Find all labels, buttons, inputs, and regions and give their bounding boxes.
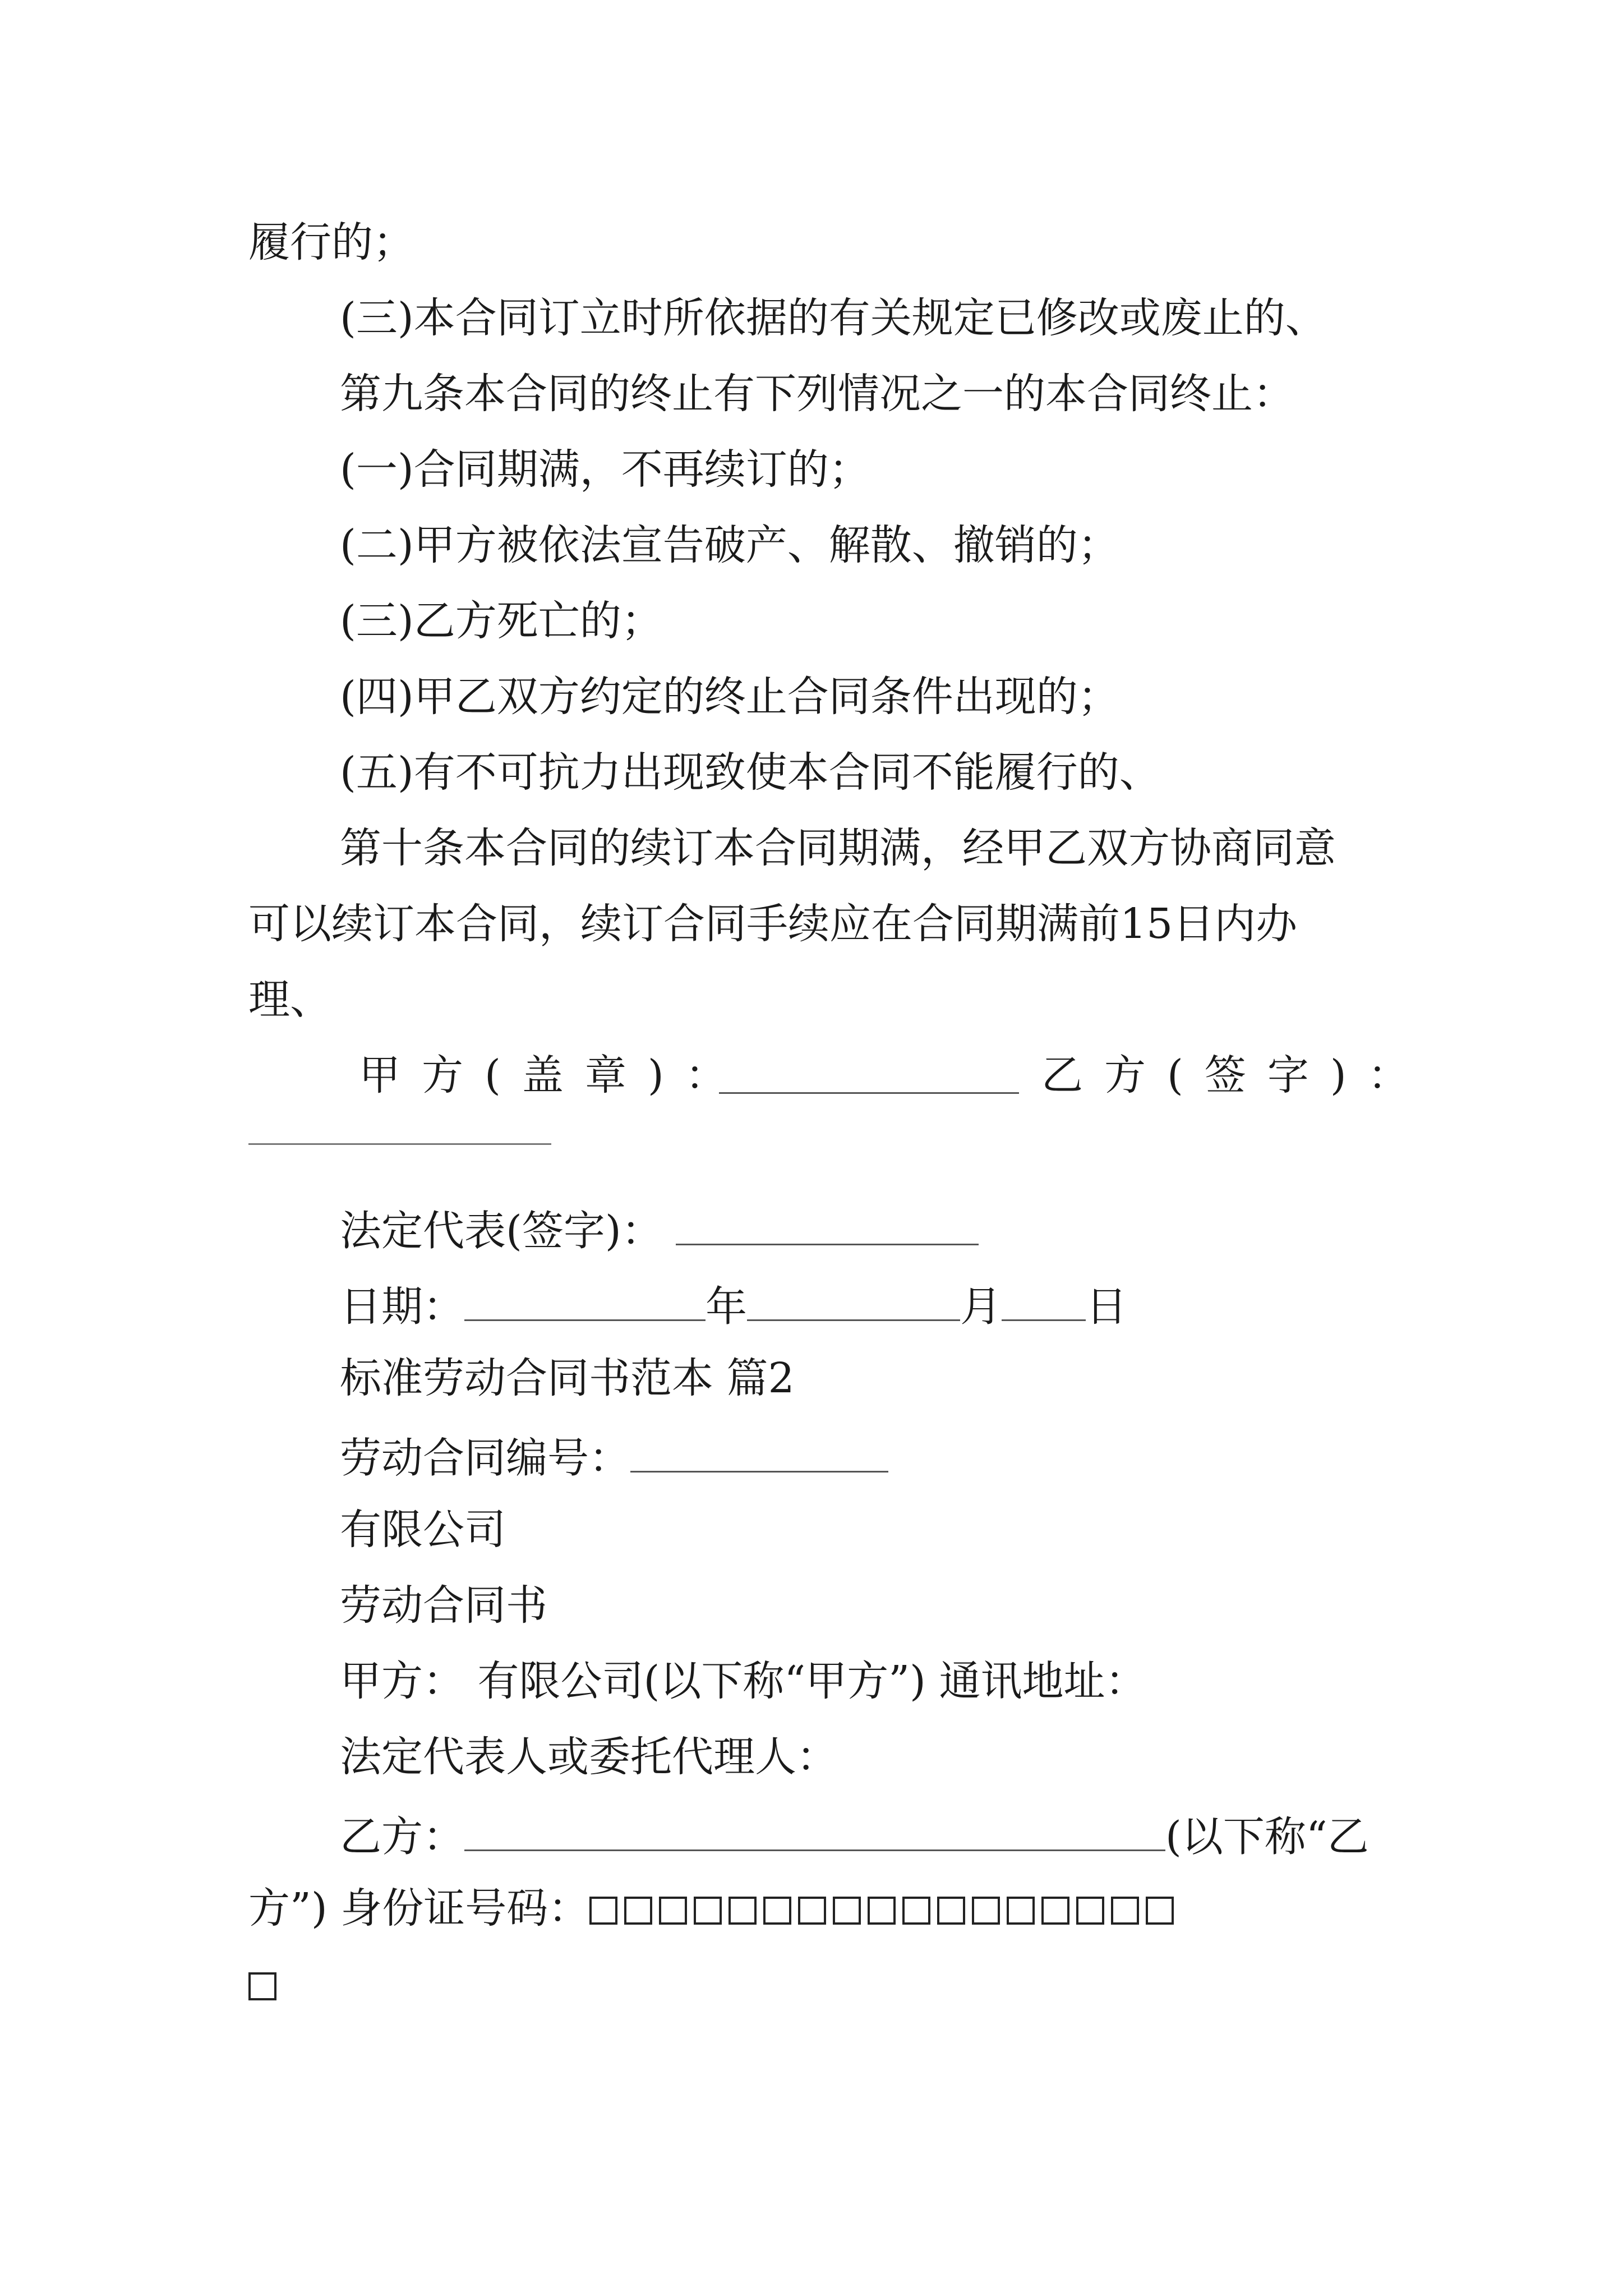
id-digit-box[interactable] [248,1972,276,2000]
party-a-line: 甲方： 有限公司(以下称“甲方”) 通讯地址： [340,1657,1147,1705]
day-blank[interactable] [1002,1282,1086,1321]
company-name: 有限公司 [340,1506,506,1554]
party-b-sign-text: 乙方(签字)： [1041,1051,1431,1099]
contract-number-line [340,1433,888,1483]
text-line: 理、 [248,976,331,1024]
text-line: (二)甲方被依法宣告破产、解散、撤销的； [340,521,1119,569]
id-digit-box[interactable] [972,1897,1000,1925]
id-digit-box[interactable] [868,1897,896,1925]
text-line: 第九条本合同的终止有下列情况之一的本合同终止： [340,370,1294,418]
party-b-suffix: (以下称“乙 [1165,1812,1369,1861]
year-blank[interactable] [464,1282,706,1321]
id-number-line-cont [248,1963,283,2005]
id-digit-box[interactable] [589,1897,617,1925]
blank-line [719,1055,1019,1094]
legal-rep-label: 法定代表(签字)： [340,1207,663,1255]
text-line: (一)合同期满，不再续订的； [340,445,870,494]
party-b-sign-label [1041,1051,1431,1099]
text-line: (四)甲乙双方约定的终止合同条件出现的； [340,673,1119,721]
id-digit-box[interactable] [833,1897,861,1925]
document-title: 劳动合同书 [340,1581,547,1630]
date-line [340,1282,1127,1331]
id-digit-box[interactable] [1007,1897,1035,1925]
contract-number-label: 劳动合同编号： [340,1434,630,1483]
legal-rep-blank[interactable] [676,1206,979,1245]
id-number-label: 方”) 身份证号码： [248,1884,590,1932]
party-b-label: 乙方： [340,1812,464,1861]
id-digit-box[interactable] [1111,1897,1139,1925]
month-blank[interactable] [747,1282,960,1321]
party-a-seal-label [359,1051,748,1099]
date-label: 日期： [340,1282,464,1331]
text-line: (五)有不可抗力出现致使本合同不能履行的、 [340,748,1161,797]
id-number-line [248,1884,1181,1932]
id-digit-box[interactable] [1076,1897,1104,1925]
text-line: 履行的； [248,218,414,266]
id-number-boxes[interactable] [589,1884,1181,1932]
id-digit-box[interactable] [624,1897,652,1925]
text-line: (三)本合同订立时所依据的有关规定已修改或废止的、 [340,294,1327,342]
id-digit-box[interactable] [659,1897,687,1925]
text-line: 第十条本合同的续订本合同期满，经甲乙双方协商同意 [340,824,1336,872]
party-b-name-blank[interactable] [464,1812,1165,1851]
rep-or-agent-line: 法定代表人或委托代理人： [340,1733,838,1781]
contract-number-blank[interactable] [630,1433,888,1473]
id-digit-box[interactable] [1041,1897,1069,1925]
party-a-seal-text: 甲方(盖章)： [359,1051,748,1099]
year-label: 年 [706,1282,747,1331]
text-line: (三)乙方死亡的； [340,597,663,645]
party-b-line [340,1812,1369,1861]
id-digit-box[interactable] [694,1897,722,1925]
id-number-boxes-cont[interactable] [248,1960,283,2008]
id-digit-box[interactable] [728,1897,757,1925]
id-digit-box[interactable] [902,1897,930,1925]
id-digit-box[interactable] [763,1897,791,1925]
text-line: 可以续订本合同，续订合同手续应在合同期满前15日内办 [248,900,1298,948]
party-a-seal-blank[interactable] [719,1055,1019,1101]
legal-rep-line [340,1206,979,1255]
id-digit-box[interactable] [1146,1897,1174,1925]
day-label: 日 [1086,1282,1127,1331]
party-b-sign-blank[interactable] [248,1143,551,1145]
section-title: 标准劳动合同书范本 篇2 [340,1354,795,1402]
id-digit-box[interactable] [937,1897,965,1925]
month-label: 月 [960,1282,1002,1331]
id-digit-box[interactable] [798,1897,826,1925]
